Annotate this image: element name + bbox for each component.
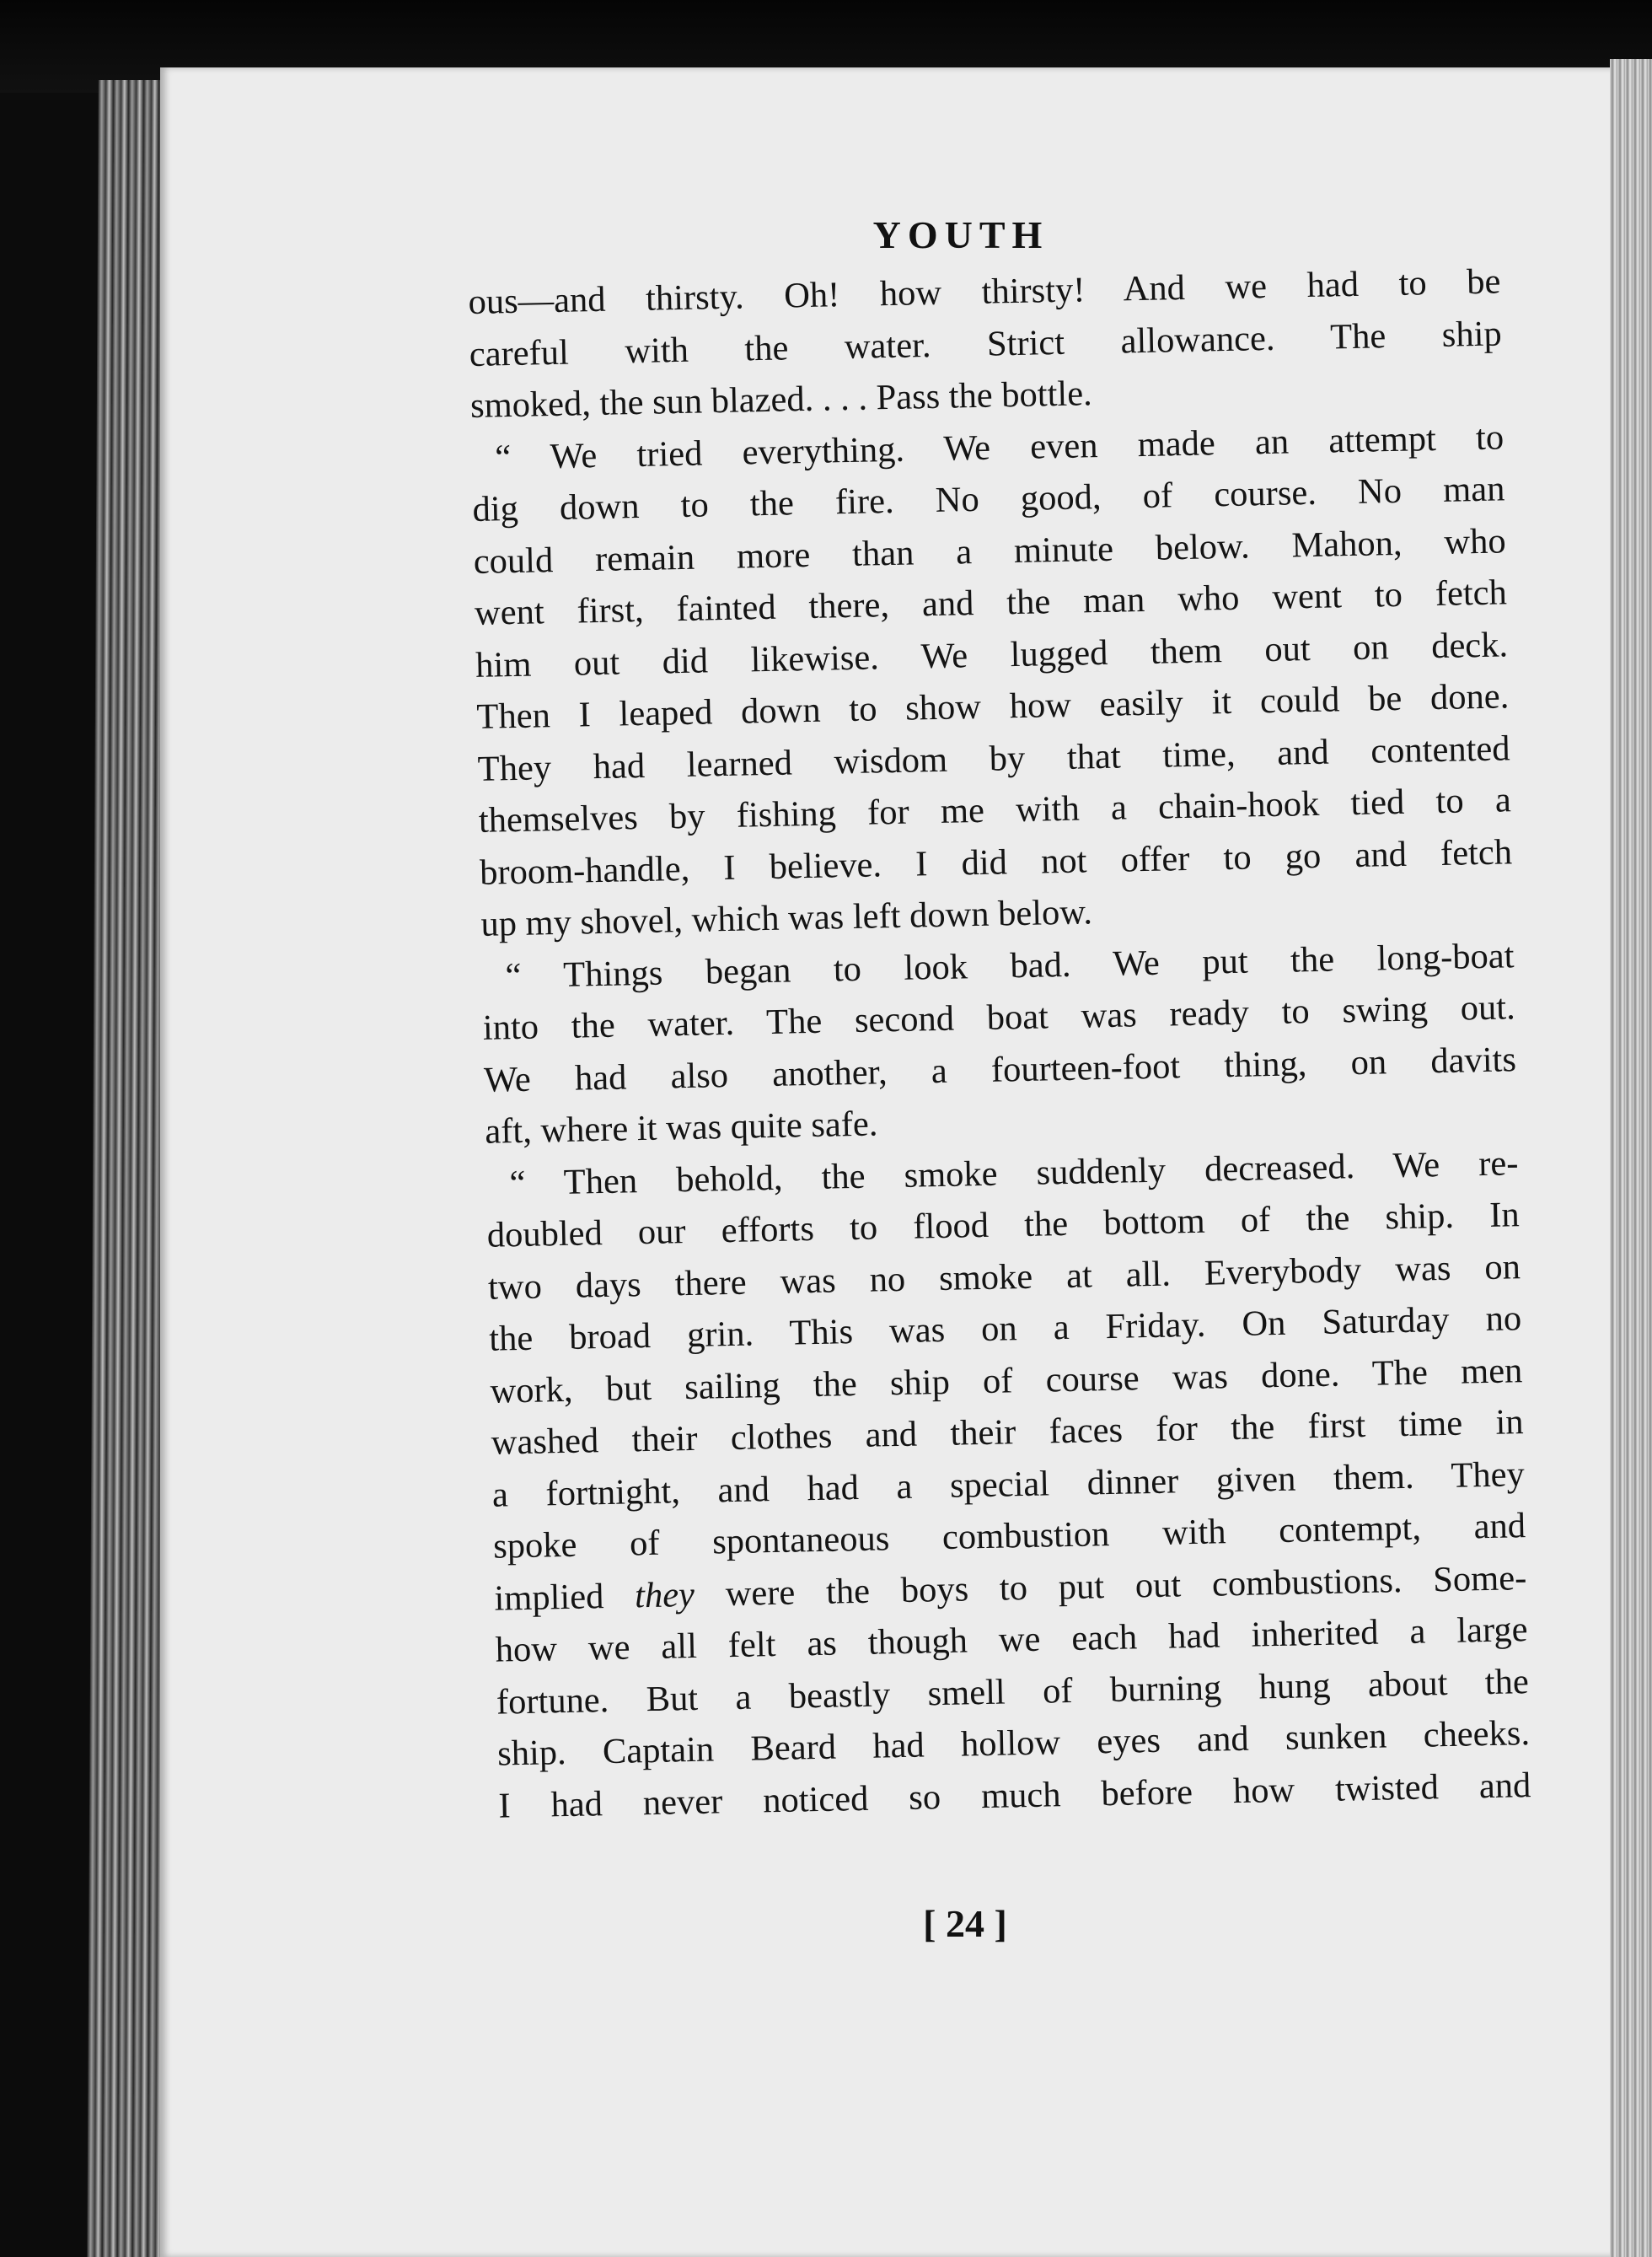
text-line: They had learned wisdom by that time, and contented [477,728,1510,789]
text-line: him out did likewise. We lugged them out on deck. [475,624,1509,685]
text-line: how we all felt as though we each had inherited a large [495,1609,1528,1670]
running-head: YOUTH [872,213,1049,256]
text-line: smoked, the sun blazed. . . . Pass the bottle. [469,373,1093,426]
text-line: spoke of spontaneous combustion with contempt, and [492,1506,1526,1566]
text-line: We had also another, a fourteen-foot thing, on davits [483,1039,1517,1100]
text-line: ship. Captain Beard had hollow eyes and sunken cheeks. [496,1713,1531,1774]
text-segment: implied [493,1575,636,1619]
text-line: aft, where it was quite safe. [484,1104,878,1152]
text-line: ous—and thirsty. Oh! how thirsty! And we had to be [468,261,1501,322]
text-line: into the water. The second boat was ready to swing out. [482,987,1516,1048]
text-line: “ We tried everything. We even made an attempt to [494,416,1504,477]
text-line: themselves by fishing for me with a chain-hook tied to a [478,780,1512,841]
text-line: two days there was no smoke at all. Everybody was on [487,1246,1521,1308]
text-segment: were the boys to put out combustions. Some- [694,1557,1527,1615]
text-line: dig down to the fire. No good, of course. No man [472,469,1505,529]
text-line: Then I leaped down to show how easily it could be done. [476,676,1510,737]
text-line: doubled our efforts to flood the bottom of the ship. In [486,1195,1521,1255]
text-line: fortune. But a beastly smell of burning hung about the [496,1661,1530,1722]
text-line: careful with the water. Strict allowance. The ship [469,313,1503,374]
text-line: “ Then behold, the smoke suddenly decreased. We re- [509,1142,1519,1203]
text-line: up my shovel, which was left down below. [480,892,1093,944]
page-number: [ 24 ] [923,1902,1007,1945]
body-text [468,255,1531,1831]
text-line: could remain more than a minute below. Mahon, who [473,520,1507,582]
italic-word: they [634,1574,695,1615]
text-line: the broad grin. This was on a Friday. On Saturday no [488,1298,1522,1359]
text-line: “ Things began to look bad. We put the long-boat [505,935,1515,996]
text-line: went first, fainted there, and the man who went to fetch [474,572,1508,633]
text-line: broom-handle, I believe. I did not offer to go and fetch [479,831,1513,893]
text-line: work, but sailing the ship of course was done. The men [490,1350,1523,1411]
text-line: a fortnight, and had a special dinner given them. They [491,1454,1526,1515]
text-line: I had never noticed so much before how twisted and [497,1765,1531,1826]
text-line: washed their clothes and their faces for the first time in [491,1402,1524,1463]
